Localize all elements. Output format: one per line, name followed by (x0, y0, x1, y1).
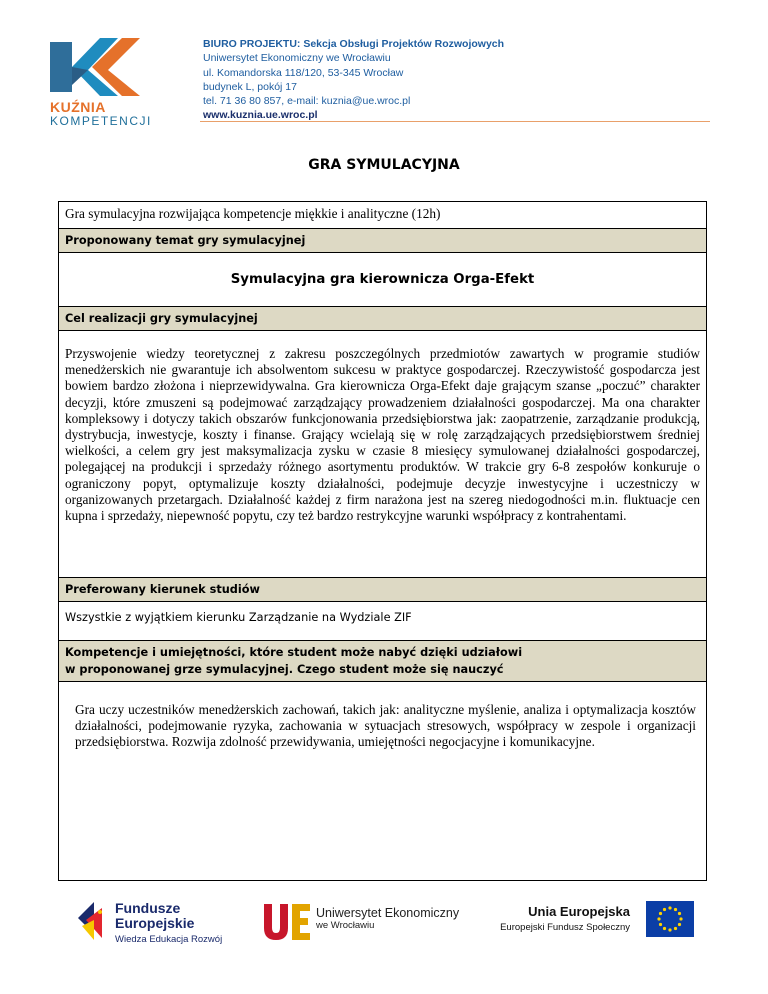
document-title: GRA SYMULACYJNA (308, 157, 460, 173)
goal-header: Cel realizacji gry symulacyjnej (59, 307, 706, 331)
competences-header (59, 641, 706, 682)
topic-header: Proponowany temat gry symulacyjnej (59, 229, 706, 253)
phone-email-line: tel. 71 36 80 857, e-mail: kuznia@ue.wroc.pl (203, 95, 411, 108)
contact-block (203, 37, 504, 123)
fe-line-1: Fundusze (115, 900, 181, 916)
topic-value: Symulacyjna gra kierownicza Orga-Efekt (59, 253, 706, 307)
ue-wroclaw-text (316, 906, 459, 931)
fe-line-2: Europejskie (115, 915, 195, 931)
study-field-header: Preferowany kierunek studiów (59, 578, 706, 602)
competences-text: Gra uczy uczestników menedżerskich zachowań, takich jak: analityczne myślenie, analiza i optymalizacja kosztów działalności, podejmowanie ryzyka, zachowania w sytuacjach stresowych, współpracy w zespole i organizacji przedsiębiorstwa. Rozwija zdolność przewidywania, umiejętności negocjacyjne i komunikacyjne. (75, 702, 696, 750)
goal-text: Przyswojenie wiedzy teoretycznej z zakresu poszczególnych przedmiotów zawartych w programie studiów menedżerskich nie gwarantuje ich absolwentom sukcesu w praktyce gospodarczej. Rzeczywistość gospodarcza jest bowiem bardzo złożona i nieprzewidywalna. Gra kierownicza Orga-Efekt daje grającym szanse „poczuć” charakter decyzji, które zmuszeni są podejmować zarządzający prowadzeniem działalności gospodarczej. Ma ona charakter kompleksowy i dotyczy takich obszarów funkcjonowania przedsiębiorstwa jak: zaopatrzenie, zarządzanie produkcją, dystrybucja, inwestycje, koszty i finanse. Grający wcielają się w rolę zarządzających przedsiębiorstwem średniej wielkości, a celem gry jest maksymalizacja zysku w czasie 8 miesięcy symulowanej działalności gospodarczej, polegającej na produkcji i sprzedaży różnego asortymentu produktów. W trakcie gry 6-8 zespołów konkuruje o ograniczony popyt, optymalizuje koszty działalności, podejmuje decyzje inwestycyjne i uczestniczy w organizowanych przetargach. Działalność każdej z firm narażona jest na szereg niedogodności m.in. fluktuacje cen kupna i sprzedaży, niepewność popytu, czy też bardzo restrykcyjne warunki współpracy z kontrahentami. (59, 331, 706, 578)
header-divider (200, 121, 710, 122)
building-line: budynek L, pokój 17 (203, 80, 297, 93)
website-link[interactable]: www.kuznia.ue.wroc.pl (203, 109, 318, 122)
study-field-value: Wszystkie z wyjątkiem kierunku Zarządzanie na Wydziale ZIF (59, 602, 706, 641)
logo-wordmark: KUŹNIA (50, 99, 106, 115)
office-name: BIURO PROJEKTU: Sekcja Obsługi Projektów Rozwojowych (203, 38, 505, 50)
fundusze-europejskie-text (115, 901, 222, 945)
ue-city: we Wrocławiu (316, 920, 375, 931)
ue-wroclaw-logo (260, 900, 312, 944)
info-table (58, 201, 707, 881)
address-line: ul. Komandorska 118/120, 53-345 Wrocław (203, 66, 404, 79)
intro-row: Gra symulacyjna rozwijająca kompetencje miękkie i analityczne (12h) (59, 202, 706, 229)
ue-name: Uniwersytet Ekonomiczny (316, 906, 460, 920)
university-name: Uniwersytet Ekonomiczny we Wrocławiu (203, 52, 391, 65)
eu-fund: Europejski Fundusz Społeczny (500, 922, 630, 933)
competences-header-line-1: Kompetencje i umiejętności, które student może nabyć dzięki udziałowi (65, 646, 523, 659)
eu-flag-icon (646, 901, 694, 937)
competences-header-line-2: w proponowanej grze symulacyjnej. Czego student może się nauczyć (65, 663, 504, 676)
fe-program: Wiedza Edukacja Rozwój (115, 934, 223, 945)
logo-subtitle: KOMPETENCJI (50, 114, 152, 128)
eu-text (486, 904, 630, 933)
eu-name: Unia Europejska (528, 904, 630, 919)
fundusze-europejskie-logo (72, 898, 116, 942)
